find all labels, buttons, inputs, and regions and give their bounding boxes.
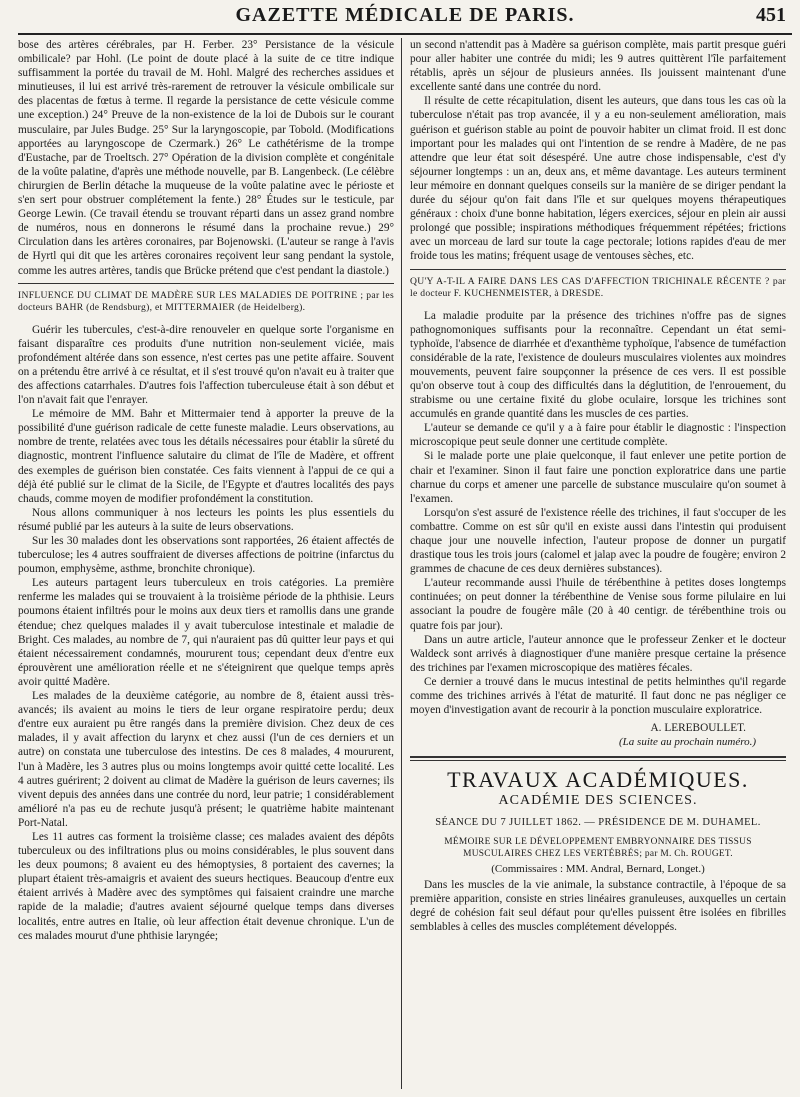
session-line: SÉANCE DU 7 JUILLET 1862. — PRÉSIDENCE DE M. DUHAMEL. <box>435 816 761 828</box>
body-paragraph: Ce dernier a trouvé dans le mucus intestinal de petits helminthes qu'il regarde comme des trichines arrivés à l'état de maturité. Il faut donc ne pas négliger ce moyen d'investigation avant de recourir à la ponction musculaire exploratrice. <box>410 675 786 717</box>
body-paragraph: Nous allons communiquer à nos lecteurs les points les plus essentiels du résumé publié par les auteurs à la suite de leurs observations. <box>18 506 394 533</box>
article-heading-madere: INFLUENCE DU CLIMAT DE MADÈRE SUR LES MALADIES DE POITRINE ; par les docteurs BAHR (de Rendsburg), et MITTERMAIER (de Heidelberg). <box>18 289 394 314</box>
continued-note: (La suite au prochain numéro.) <box>619 736 756 749</box>
body-paragraph: Les malades de la deuxième catégorie, au nombre de 8, étaient aussi très-avancés; ils avaient au moins le tiers de leur organe respiratoire perdu; deux d'entre eux auraient pu être rangés dans la première division. Chez deux de ces malades, il y avait affection du larynx et chez aussi (l'un de ces derniers et un autre) on constata une tuberculose des intestins. De ces 8 malades, 4 moururent, l'un à Madère, les 3 autres plus ou moins longtemps avoir quitté cette localité. Les 4 autres guérirent; 2 doivent au climat de Madère la guérison de leurs cavernes; ils vivent depuis des années dans une contrée du nord, leur patrie; 1 considérablement amélioré n'a pas eu de rechute jusqu'à présent; le quatrième habite maintenant Port-Natal. <box>18 690 394 829</box>
body-paragraph: Les auteurs partagent leurs tuberculeux en trois catégories. La première renferme les malades qui se trouvaient à la troisième période de la phthisie. Leurs poumons étaient infiltrés pour le moins aux deux tiers et ramollis dans une grande étendue; chez quelques malades il y avait tuberculose intestinale et maladie de Bright. Ces malades, au nombre de 7, qui n'auraient pas dû quitter leur pays et qui étaient nécessairement condamnés, moururent tous; cependant deux d'entre eux éprouvèrent une amélioration réelle et ne s'éteignirent que quelque temps après avoir quitté Madère. <box>18 577 394 688</box>
body-paragraph: Les 11 autres cas forment la troisième classe; ces malades avaient des dépôts tuberculeux ou des infiltrations plus ou moins considérables, le plus souvent dans les deux poumons; 8 avaient eu des hémoptysies, 8 portaient des cavernes; la plupart étaient très-amaigris et avaient des sueurs hectiques. Beaucoup d'entre eux étaient arrivés à Madère avec des symptômes qui faisaient craindre une marche rapide de la maladie; d'autres avaient séjourné quelque temps dans diverses localités, entre autres en Italie, où leur affection était devenue chronique. L'un de ces malades mourut d'une phthisie laryngée; <box>18 830 394 942</box>
intro-paragraph: bose des artères cérébrales, par H. Ferber. 23° Persistance de la vésicule ombilicale? par Hohl. (Le point de doute placé à la suite de ce titre indique suffisamment la portée du travail de M. Hohl. Malgré des recherches assidues et minutieuses, il lui est arrivé très-rarement de retrouver la vésicule ombilicale sur des placentas de fœtus à terme. Il regarde la persistance de cette vésicule comme une exception.) 24° Preuve de la non-existence de la loi de Dubois sur le courant musculaire, par Jules Budge. 25° Sur la laryngoscopie, par Tobold. (Modifications apportées au laryngoscope de Czermark.) 26° Le cathétérisme de la trompe d'Eustache, par de Troeltsch. 27° Opération de la division complète et congénitale de la voûte palatine, d'après une méthode nouvelle, par B. Langenbeck. (Le célèbre chirurgien de Berlin détache la muqueuse de la voûte palatine avec le périoste et s'en sert pour obstruer complétement la fente.) 28° Études sur le testicule, par George Lewin. (Ce travail étendu se trouvant réparti dans un assez grand nombre de numéros, nous en donnerons le résumé dans la prochaine revue.) 29° Circulation dans les artères coronaires, par Bojenowski. (L'auteur se range à l'avis de Hyrtl qui dit que les artères coronaires reçoivent leur sang pendant la systole, comme les autres artères, tandis que Brücke prétend que c'est pendant la diastole.) <box>18 39 394 277</box>
body-paragraph: Sur les 30 malades dont les observations sont rapportées, 26 étaient affectés de tuberculose; les 4 autres souffraient de diverses affections de poitrine (infarctus du poumon, emphysème, asthme, bronchite chronique). <box>18 535 394 576</box>
body-paragraph: Si le malade porte une plaie quelconque, il faut enlever une petite portion de chair et l'examiner. Sinon il faut faire une ponction exploratrice dans une partie charnue du corps et amener une parcelle de substance musculaire qu'on soumet à l'examen. <box>410 450 786 505</box>
body-paragraph: L'auteur se demande ce qu'il y a à faire pour établir le diagnostic : l'inspection microscopique peut seule donner une certitude complète. <box>410 422 786 449</box>
column-divider <box>401 38 402 1089</box>
body-paragraph: un second n'attendit pas à Madère sa guérison complète, mais partit presque guéri pour aller habiter une contrée du midi; les 9 autres quittèrent l'île parfaitement rétablis, après un séjour de plusieurs années. Ils jouissent maintenant d'une excellente santé dans une contrée du nord. <box>410 39 786 94</box>
journal-title: GAZETTE MÉDICALE DE PARIS. <box>235 4 575 26</box>
memoire-heading: MÉMOIRE SUR LE DÉVELOPPEMENT EMBRYONNAIRE DES TISSUS MUSCULAIRES CHEZ LES VERTÉBRÉS; par M. Ch. ROUGET. <box>444 836 752 859</box>
section-double-rule <box>410 756 786 758</box>
section-title: TRAVAUX ACADÉMIQUES. <box>447 767 749 793</box>
section-subtitle: ACADÉMIE DES SCIENCES. <box>498 792 698 808</box>
body-paragraph: La maladie produite par la présence des trichines n'offre pas de signes pathognomoniques suffisants pour la reconnaître. Cependant un état semi-typhoïde, l'absence de diarrhée et d'exanthème typhoïque, l'absence de tuméfaction considérable de la rate, l'existence de douleurs musculaires violentes aux moindres mouvements, peuvent faire soupçonner la présence de ces vers. Il est possible qu'on observe tout à coup des difficultés dans la déglutition, de l'enrouement, du strabisme ou une certaine fixité du globe oculaire, lorsque les trichines sont accumulés en grande quantité dans les muscles de ces parties. <box>410 309 786 421</box>
section-rule <box>410 760 786 761</box>
body-paragraph: L'auteur recommande aussi l'huile de térébenthine à petites doses longtemps continuées; on peut donner la térébenthine de Venise sous forme pilulaire en lui associant la poudre de fougère mâle (20 à 40 centigr. de térébenthine trois ou quatre fois par jour). <box>410 577 786 632</box>
left-column <box>18 38 394 1089</box>
body-paragraph: Le mémoire de MM. Bahr et Mittermaier tend à apporter la preuve de la possibilité d'une guérison radicale de cette funeste maladie. Leurs observations, au nombre de trente, relatées avec tous les détails nécessaires pour établir la sûreté du diagnostic, montrent l'influence salutaire du climat de l'île de Madère, et offrent des exemples de guérison bien constatée. Ces faits viennent à l'appui de ce qui a déjà été publié sur le climat de la Sicile, de l'Egypte et d'autres localités des pays chauds, comme moyen de modifier profondément la constitution. <box>18 408 394 505</box>
body-paragraph: Dans les muscles de la vie animale, la substance contractile, à l'époque de sa première apparition, consiste en stries linéaires granuleuses, auxquelles un certain degré de cohésion fait seul défaut pour qu'elles puissent être isolées en fibrilles semblables à celles des muscles complétement développés. <box>410 878 786 934</box>
page-number: 451 <box>756 4 786 26</box>
right-column <box>410 38 786 1089</box>
commissioners-line: (Commissaires : MM. Andral, Bernard, Longet.) <box>491 862 705 875</box>
body-paragraph: Il résulte de cette récapitulation, disent les auteurs, que dans tous les cas où la tuberculose n'était pas trop avancée, il y a eu non-seulement amélioration, mais guérison et guérison stable au point de pouvoir habiter un climat froid. Il est donc important pour les malades qui ont l'intention de se rendre à Madère, de ne pas attendre que leur état soit désespéré. Une autre chose indispensable, c'est d'y séjourner longtemps : un an, deux ans, et même davantage. Les auteurs terminent leur mémoire en donnant quelques conseils sur la manière de se diriger pendant la durée du séjour qu'on fait dans l'île et sur quelques moyens thérapeutiques généraux : choix d'une bonne habitation, légers exercices, séjour en plein air aussi prolongé que possible; inspirations méthodiques fréquemment répétées; frictions avec un morceau de lard sur toute la cage pectorale; lotions rapides d'eau de mer froide tous les matins; fréquent usage de ventouses sèches, etc. <box>410 95 786 263</box>
author-signature: A. LEREBOULLET. <box>650 722 746 735</box>
section-rule <box>410 269 786 270</box>
body-paragraph: Guérir les tubercules, c'est-à-dire renouveler en quelque sorte l'organisme en faisant disparaître ces produits d'une nutrition non-seulement viciée, mais profondément altérée dans son essence, n'est certes pas une petite affaire. Souvent on a prétendu être arrivé à ce résultat, et il s'est trouvé qu'on n'avait eu à traiter que des affections catarrhales. D'autres fois l'affection tuberculeuse était à son début et l'on n'avait fait que l'enrayer. <box>18 323 394 407</box>
page-header <box>18 3 792 35</box>
body-paragraph: Dans un autre article, l'auteur annonce que le professeur Zenker et le docteur Waldeck sont arrivés à diagnostiquer d'une manière presque certaine la présence des trichines par l'examen microscopique des matières fécales. <box>410 633 786 674</box>
section-rule <box>18 283 394 284</box>
body-paragraph: Lorsqu'on s'est assuré de l'existence réelle des trichines, il faut s'occuper de les combattre. Comme on est sûr qu'il en existe aussi dans l'intestin qui produisent chaque jour une nouvelle infection, l'auteur propose de donner un purgatif drastique tous les trois jours (calomel et jalap avec la poudre de fougère; environ 2 grammes de chacune de ces deux dernières substances). <box>410 506 786 576</box>
article-heading-trichines: QU'Y A-T-IL A FAIRE DANS LES CAS D'AFFECTION TRICHINALE RÉCENTE ? par le docteur F. KUCHENMEISTER, à DRESDE. <box>410 275 786 299</box>
